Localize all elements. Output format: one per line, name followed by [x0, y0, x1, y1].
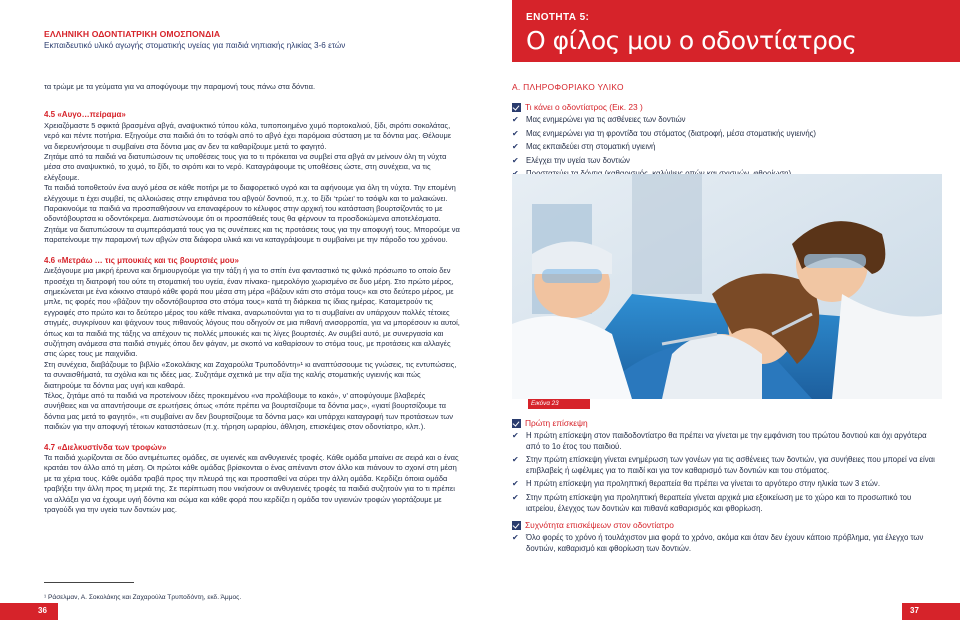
list-item [512, 129, 942, 140]
list-item [512, 115, 942, 126]
box-1-heading [512, 102, 942, 112]
list-item-text: Μας ενημερώνει για τη φροντίδα του στόματος (διατροφή, μέσα στοματικής υγιεινής) [526, 128, 817, 138]
box-2-title: Πρώτη επίσκεψη [525, 418, 588, 428]
box-2-heading [512, 418, 942, 428]
page-number-right-tab [902, 603, 960, 620]
section-4-5-paragraph-2: Ζητάμε από τα παιδιά να διατυπώσουν τις υποθέσεις τους για το τι πρόκειται να συμβεί στα αβγά αν μείνουν όλη τη νύχτα μέσα στο αναψυκτικό, το χυμό, το ξίδι, το σιρόπι και το νερό. Καταγράφουμε τις υποθέσεις ώστε, στη συνέχεια, να τις ελέγξουμε. [44, 152, 447, 182]
list-item-text: Στην πρώτη επίσκεψη γίνεται ενημέρωση των γονέων για τις ασθένειες των δοντιών, για συνήθειες που μπορεί να είναι επιβλαβείς ή ωφέλιμες για το παιδί και για τον καθαρισμό των δοντιών και του στόματος. [526, 455, 935, 475]
left-page-body [44, 82, 460, 515]
check-icon: ✔ [512, 533, 519, 543]
page-number-left: 36 [38, 606, 47, 615]
list-item-text: Η πρώτη επίσκεψη στον παιδοδοντίατρο θα πρέπει να γίνεται με την εμφάνιση του πρώτου δοντιού και όχι αργότερα από το 1ο έτος του παιδιού. [526, 431, 927, 451]
photo-caption: Εικόνα 23 [531, 400, 559, 407]
right-page-lower [512, 418, 942, 554]
section-heading: Α. ΠΛΗΡΟΦΟΡΙΑΚΟ ΥΛΙΚΟ [512, 82, 624, 92]
section-4-5-title: 4.5 «Αυγο…πείραμα» [44, 110, 126, 120]
footnote-rule [44, 582, 134, 583]
check-icon: ✔ [512, 479, 519, 489]
list-item-text: Μας ενημερώνει για τις ασθένειες των δοντιών [526, 115, 686, 124]
unit-label: ΕΝΟΤΗΤΑ 5: [526, 12, 590, 23]
list-item [512, 455, 942, 476]
page-title: Ο φίλος μου ο οδοντίατρος [526, 26, 857, 55]
dentist-photo-illustration [512, 174, 942, 399]
list-item [512, 479, 942, 490]
check-icon: ✔ [512, 431, 519, 440]
section-4-7-title: 4.7 «Διελκυστίνδα των τροφών» [44, 442, 167, 452]
list-item [512, 156, 942, 167]
section-4-6-paragraph-3: Τέλος, ζητάμε από τα παιδιά να προτείνουν ιδέες προκειμένου «να προλάβουμε το κακό», ν’ αποφύγουμε βλαβερές συνήθειες και να απαντήσουμε σε ερωτήσεις όπως «πότε πρέπει να βουρτσίζουμε τα δόντια μας», «γιατί βουρτσίζουμε τα δόντια μας μετά το φαγητό», «τι συμβαίνει αν δεν βουρτσίζουμε τα δόντια μας» και υπάρχει καταγραφή των προτάσεων των παιδιών για την αποφυγή τέτοιων καταστάσεων (π.χ. τήρηση ωραρίου, άθληση, επισκέψεις στον οδοντίατρο, κλπ.). [44, 390, 454, 432]
info-box-icon [512, 103, 521, 112]
intro-paragraph: τα τρώμε με τα γεύματα για να αποφύγουμε την παραμονή τους πάνω στα δόντια. [44, 82, 316, 91]
section-4-6-paragraph-2: Στη συνέχεια, διαβάζουμε το βιβλίο «Σοκολάκης και Ζαχαρούλα Τρυποδόντη»¹ κι αναπτύσσουμε τις γνώσεις, τις εντυπώσεις, τα συναισθήματά, τα σχόλια και τις ιδέες μας. Συζητάμε σχετικά με την αξία της καλής στοματικής υγιεινής και πώς διατηρούμε τα δόντια μας υγιή και καθαρά. [44, 359, 457, 390]
list-item [512, 493, 942, 514]
check-icon: ✔ [512, 492, 519, 502]
page-number-right: 37 [910, 606, 919, 615]
info-box-icon [512, 521, 521, 530]
check-icon: ✔ [512, 155, 519, 165]
check-icon: ✔ [512, 455, 519, 465]
list-item-text: Η πρώτη επίσκεψη για προληπτική θεραπεία θα πρέπει να γίνεται το αργότερο στην ηλικία των 3 ετών. [526, 479, 880, 489]
section-4-5-paragraph-3: Τα παιδιά τοποθετούν ένα αυγό μέσα σε κάθε ποτήρι με το διαφορετικό υγρό και τα αφήνουμε για όλη τη νύχτα. Την επομένη ελέγχουμε τι έχει συμβεί, τις αλλοιώσεις στην επιφάνεια του αβγού/ δοντιού, π.χ. το ξίδι ‘τρώει’ το τσόφλι και το μαλακώνει. Παρακινούμε τα παιδιά να προσπαθήσουν να επαναφέρουν το κέλυφος στην αρχική του κατάσταση βουρτσίζοντάς το με οδοντόβουρτσα κι οδοντόκρεμα. Διαπιστώνουμε ότι οι προσπάθειές τους θα φέρνουν τα προσδοκώμενα αποτελέσματα. Ζητάμε να διατυπώσουν τα συμπεράσματά τους για τις συνέπειες και τις προτάσεις τους για την αποφυγή τους. Μπορούμε να παρατείνουμε την παραμονή των αβγών στα διάφορα υλικά και να καταγράψουμε τι συμβαίνει με την πάροδο του χρόνου. [44, 183, 460, 245]
header-left [0, 0, 480, 62]
list-item-text: Στην πρώτη επίσκεψη για προληπτική θεραπεία γίνεται αρχικά μια εξοικείωση με το χώρο και το προσωπικό του ιατρείου, έλεγχος των δοντιών και πιθανά καθαρισμός και φθορίωση. [526, 492, 912, 513]
dentist-photo [512, 174, 942, 399]
check-icon: ✔ [512, 115, 519, 124]
organization-name: ΕΛΛΗΝΙΚΗ ΟΔΟΝΤΙΑΤΡΙΚΗ ΟΜΟΣΠΟΝΔΙΑ [44, 29, 221, 39]
box-3-title: Συχνότητα επισκέψεων στον οδοντίατρο [525, 520, 674, 531]
box-1-title: Τι κάνει ο οδοντίατρος (Εικ. 23 ) [525, 102, 643, 112]
check-icon: ✔ [512, 128, 519, 138]
list-item [512, 142, 942, 153]
footnote: ¹ Ράσελμαν, Α. Σοκολάκης και Ζαχαρούλα Τρυποδόντη, εκδ. Άμμος. [44, 594, 242, 601]
page-number-left-tab [0, 603, 58, 620]
list-item-text: Όλο φορές το χρόνο ή τουλάχιστον μια φορά το χρόνο, ακόμα και όταν δεν έχουν κάποιο πρόβλημα, για έλεγχο των δοντιών, καθαρισμό και φθορίωση των δοντιών. [526, 533, 924, 553]
header-right-banner [512, 0, 960, 62]
spacer [44, 92, 460, 100]
box-2-list [512, 431, 942, 514]
section-4-5-paragraph-1: Χρειαζόμαστε 5 σφικτά βρασμένα αβγά, αναψυκτικό τύπου κόλα, τυποποιημένο χυμό πορτοκαλιού, ξίδι, σιρόπι σοκολάτας, νερό και πέντε ποτήρια. Εξηγούμε στα παιδιά ότι το τσόφλι από το αβγό έχει παρόμοια σύσταση με τα δόντια μας. Θέλουμε να διερευνήσουμε τι συμβαίνει στα δόντια μας αν δεν τα καθαρίζουμε μετά το φαγητό. [44, 120, 452, 151]
list-item [512, 533, 942, 554]
info-box-icon [512, 419, 521, 428]
photo-caption-tab [528, 399, 590, 409]
section-4-6-title: 4.6 «Μετράω … τις μπουκιές και τις βουρτσιές μου» [44, 255, 239, 265]
check-icon: ✔ [512, 142, 519, 151]
list-item-text: Μας εκπαιδεύει στη στοματική υγιεινή [526, 142, 656, 151]
box-3-heading [512, 520, 942, 530]
section-4-7-paragraph-1: Τα παιδιά χωρίζονται σε δύο αντιμέτωπες ομάδες, σε υγιεινές και ανθυγιεινές τροφές. Κάθε ομάδα μπαίνει σε σειρά και ο ένας κρατάει τον άλλο από τη μέση. Οι πρώτοι κάθε ομάδας βρίσκονται ο ένας απέναντι στον άλλο και πιάνουν το σχοινί στη μέση με τα χέρια τους. Κάθε ομάδα τραβά προς την πλευρά της και προσπαθεί να σύρει την άλλη ομάδα. Κερδίζει όποια ομάδα τραβήξει την άλλη προς τη μεριά της. Σε περίπτωση που νικήσουν οι ανθυγιεινές τροφές τα παιδιά συζητούν για το τι πρέπει να αλλάξει για να έχουμε υγιή δόντια και σώμα και κάθε φορά που κερδίζει η ομάδα τον υγιεινών τροφών γιορτάζουμε με τραγούδι για την υγεία των δοντιών μας. [44, 453, 459, 515]
book-subtitle: Εκπαιδευτικό υλικό αγωγής στοματικής υγείας για παιδιά νηπιακής ηλικίας 3-6 ετών [44, 41, 346, 50]
list-item [512, 431, 942, 452]
box-3-list [512, 533, 942, 554]
list-item-text: Ελέγχει την υγεία των δοντιών [526, 155, 630, 165]
section-4-6-paragraph-1: Διεξάγουμε μια μικρή έρευνα και δημιουργούμε για την τάξη ή για το σπίτι ένα φανταστικό τις φιλικό πρόσωπο το οποίο δεν προσέχει τη διατροφή του ούτε τη στοματική του υγεία, έναν πίνακα- ημερολόγιο χωρισμένο σε δυο μέρη. Στο πρώτο μέρος, σημειώνεται με ένα κόκκινο σταυρό κάθε φορά που μέσα στη μέρα «βάζουν κάτι στο στόμα τους» και στο δεύτερο μέρος, με μπλε, τις φορές που «βάζουν την οδοντόβουρτσα στο στόμα τους» κατά τη διάρκεια τις ίδιας ημέρας. Καταμετρούν τις εγγραφές στο πρώτο και το δεύτερο μέρος του κάθε πίνακα, αναρωτιούνται για το τι συμβαίνει αν υπάρχουν πολλές τέτοιες στιγμές, συγκρίνουν και ψάχνουν τους πιθανούς λόγους που οδηγούν σε μια πιθανή ανισορροπία, για να μπορέσουν κι αυτοί, όπως και τα παιδιά της τάξης να απέχουν τις πολλές μπουκιές και τις λίγες βουρτσιές. Αν συμβεί αυτό, με συνεργασία και συζήτηση ανάμεσα στα παιδιά στιγμές όπου δεν φάγαν, με σκοπό να καθαρίσουν το στόμα τους, με προτάσεις και αλλαγές στις ώρες τους με παιχνίδια. [44, 266, 460, 359]
